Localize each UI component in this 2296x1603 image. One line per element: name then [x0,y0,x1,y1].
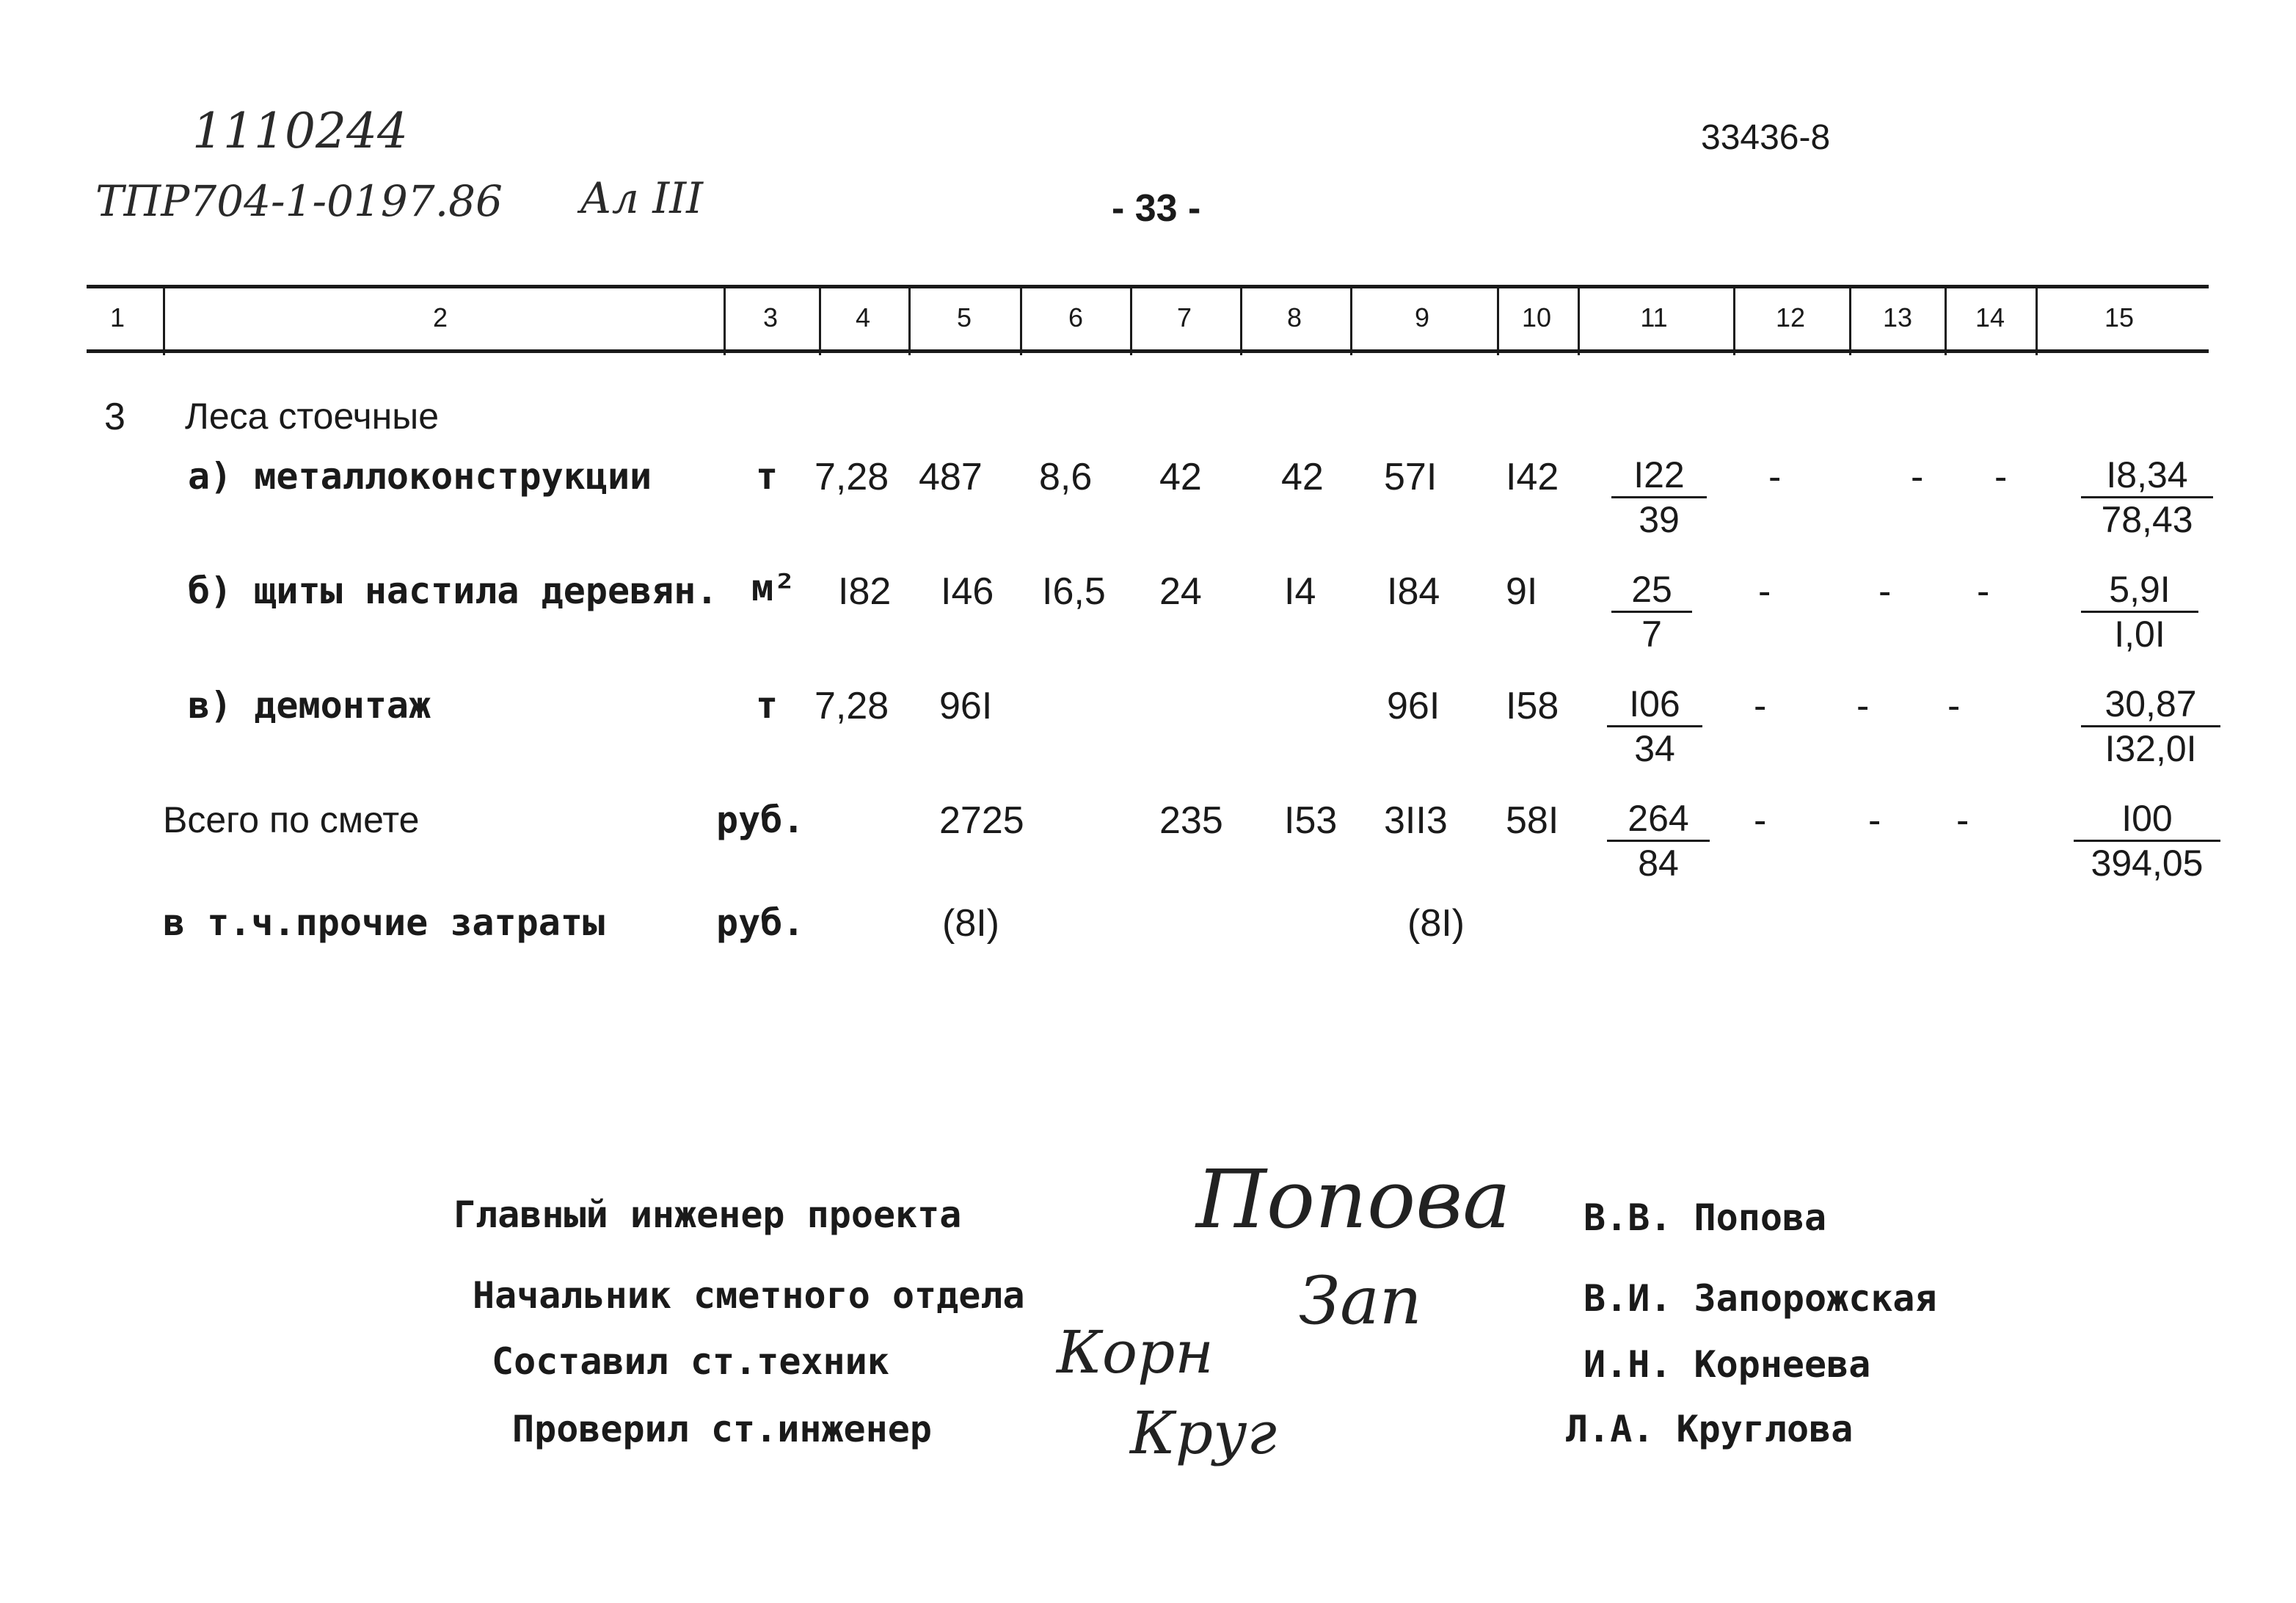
column-number: 1 [109,302,125,332]
other-costs-label: в т.ч.прочие затраты [163,901,605,944]
fraction-denominator: 39 [1639,499,1680,540]
fraction-numerator: 5,9I [2081,568,2198,613]
fraction-numerator: I06 [1607,683,1702,727]
col-divider [1240,288,1242,355]
signatory-name: В.И. Запорожская [1583,1277,1937,1320]
cell-col13: - [1868,799,1881,842]
column-number: 2 [432,302,448,332]
signatory-name: Л.А. Круглова [1566,1408,1854,1450]
cell-col9: (8I) [1407,902,1465,945]
cell-col11-fraction [1611,454,1707,541]
column-number: 3 [762,302,779,332]
document-code: ТПР704-1-0197.86 [95,176,503,226]
col-divider [1733,288,1735,355]
col-divider [1130,288,1132,355]
cell-col9: I84 [1387,570,1440,613]
cell-col4: 7,28 [814,685,889,727]
cell-col15-fraction [2081,683,2220,770]
table-header-rule [87,349,2209,353]
cell-col12: - [1754,799,1767,842]
fraction-denominator: I32,0I [2104,728,2197,769]
cell-col11-fraction [1611,568,1692,655]
cell-col12: - [1768,456,1782,498]
signatory-name: И.Н. Корнеева [1583,1343,1871,1386]
col-divider [1020,288,1022,355]
column-number: 7 [1176,302,1192,332]
row-unit: т [756,684,779,727]
column-number: 6 [1068,302,1084,332]
col-divider [163,288,165,355]
row-unit: м² [751,567,796,609]
fraction-numerator: 264 [1607,797,1710,842]
cell-col5: I46 [941,570,994,613]
fraction-denominator: 394,05 [2091,843,2204,884]
cell-col5: (8I) [942,902,999,945]
col-divider [908,288,911,355]
col-divider [1578,288,1580,355]
cell-col9: 57I [1384,456,1437,498]
cell-col4: I82 [838,570,892,613]
fraction-numerator: I8,34 [2081,454,2213,498]
cell-col14: - [1994,456,2008,498]
cell-col15-fraction [2081,454,2213,541]
col-divider [2036,288,2038,355]
fraction-denominator: I,0I [2114,614,2165,655]
signatory-role: Проверил ст.инженер [512,1408,932,1450]
fraction-denominator: 78,43 [2101,499,2193,540]
cell-col6: I6,5 [1042,570,1106,613]
signatory-name: В.В. Попова [1583,1196,1827,1239]
signatory-role: Составил ст.техник [492,1340,889,1383]
total-unit: руб. [716,799,805,841]
cell-col15-fraction [2074,797,2220,884]
fraction-numerator: 30,87 [2081,683,2220,727]
cell-col9: 3II3 [1384,799,1448,842]
column-number: 14 [1975,302,2005,332]
handwritten-signature: Попова [1196,1152,1511,1246]
col-divider [1350,288,1352,355]
column-number: 10 [1521,302,1552,332]
column-number: 13 [1882,302,1913,332]
handwritten-signature: Зап [1299,1262,1422,1340]
cell-col14: - [1977,570,1990,613]
row-name: а) металлоконструкции [188,455,652,498]
row-name: б) щиты настила деревян. [188,570,718,612]
column-number: 8 [1286,302,1302,332]
cell-col8: I4 [1284,570,1316,613]
page-number: - 33 - [1112,187,1201,230]
total-label: Всего по смете [163,799,420,840]
table-top-rule [87,285,2209,288]
cell-col5: 96I [939,685,993,727]
section-title: Леса стоечные [185,396,440,437]
cell-col15-fraction [2081,568,2198,655]
column-number: 9 [1414,302,1430,332]
fraction-numerator: 25 [1611,568,1692,613]
cell-col13: - [1911,456,1924,498]
column-number: 12 [1775,302,1806,332]
column-number: 15 [2104,302,2135,332]
col-divider [724,288,726,355]
row-unit: т [756,455,779,498]
cell-col11-fraction [1607,797,1710,884]
cell-col9: 96I [1387,685,1440,727]
cell-col13: - [1878,570,1892,613]
cell-col8: 42 [1281,456,1324,498]
cell-col10: I42 [1506,456,1559,498]
cell-col10: 58I [1506,799,1559,842]
col-divider [1945,288,1947,355]
cell-col7: 24 [1159,570,1202,613]
fraction-numerator: I00 [2074,797,2220,842]
cell-col12: - [1758,570,1771,613]
section-number: 3 [104,396,125,438]
signatory-role: Начальник сметного отдела [473,1274,1025,1317]
fraction-denominator: 7 [1641,614,1662,655]
other-costs-unit: руб. [716,901,805,944]
fraction-numerator: I22 [1611,454,1707,498]
column-number: 5 [956,302,972,332]
col-divider [1849,288,1851,355]
archive-number: 1110244 [192,103,408,159]
column-number: 11 [1640,302,1668,332]
handwritten-signature: Корн [1057,1318,1214,1386]
column-number: 4 [855,302,871,332]
register-number: 33436-8 [1701,118,1831,157]
signatory-role: Главный инженер проекта [453,1193,962,1236]
cell-col5: 2725 [939,799,1024,842]
row-name: в) демонтаж [188,684,431,727]
cell-col14: - [1947,685,1961,727]
handwritten-signature: Круг [1130,1399,1277,1467]
fraction-denominator: 34 [1634,728,1675,769]
cell-col12: - [1754,685,1767,727]
cell-col10: I58 [1506,685,1559,727]
album-label: Ал III [580,173,704,223]
cell-col5: 487 [919,456,983,498]
cell-col11-fraction [1607,683,1702,770]
fraction-denominator: 84 [1638,843,1679,884]
cell-col4: 7,28 [814,456,889,498]
cell-col7: 42 [1159,456,1202,498]
cell-col6: 8,6 [1039,456,1093,498]
cell-col8: I53 [1284,799,1338,842]
cell-col10: 9I [1506,570,1538,613]
cell-col13: - [1856,685,1870,727]
cell-col14: - [1956,799,1969,842]
col-divider [819,288,821,355]
cell-col7: 235 [1159,799,1223,842]
col-divider [1497,288,1499,355]
